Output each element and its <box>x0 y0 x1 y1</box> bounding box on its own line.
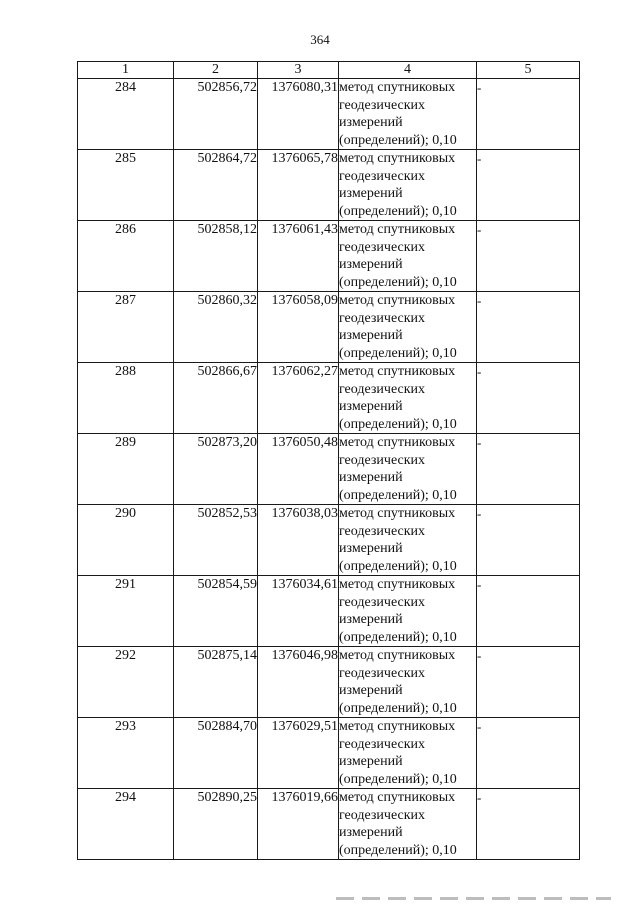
column-header-4: 4 <box>339 62 477 79</box>
method-text-line: метод спутниковых <box>339 364 456 379</box>
method-text-line: метод спутниковых <box>339 151 456 166</box>
point-number-cell: 285 <box>78 150 174 221</box>
x-coordinate-cell: 502866,67 <box>174 363 258 434</box>
y-coordinate-cell: 1376065,78 <box>258 150 339 221</box>
table-row <box>78 576 580 647</box>
method-text-line: геодезических <box>339 807 426 823</box>
method-text-line: измерений <box>339 399 403 414</box>
note-cell: - <box>477 292 580 363</box>
point-number-cell: 293 <box>78 718 174 789</box>
table-body <box>78 79 580 860</box>
scan-footer-mark <box>336 897 611 900</box>
column-header-1: 1 <box>78 62 174 79</box>
x-coordinate-cell: 502858,12 <box>174 221 258 292</box>
y-coordinate-cell: 1376062,27 <box>258 363 339 434</box>
method-text-line: (определений); 0,10 <box>339 558 457 574</box>
method-text-line: измерений <box>339 115 403 130</box>
x-coordinate-cell: 502890,25 <box>174 789 258 860</box>
point-number-cell: 291 <box>78 576 174 647</box>
table-row <box>78 363 580 434</box>
method-text-line: метод спутниковых <box>339 577 456 592</box>
note-cell: - <box>477 221 580 292</box>
y-coordinate-cell: 1376050,48 <box>258 434 339 505</box>
method-text-line: геодезических <box>339 452 426 468</box>
column-header-2: 2 <box>174 62 258 79</box>
method-text-line: метод спутниковых <box>339 293 456 308</box>
method-cell <box>339 789 477 860</box>
method-cell <box>339 79 477 150</box>
x-coordinate-cell: 502864,72 <box>174 150 258 221</box>
table-row <box>78 434 580 505</box>
y-coordinate-cell: 1376058,09 <box>258 292 339 363</box>
method-text-line: измерений <box>339 186 403 201</box>
x-coordinate-cell: 502856,72 <box>174 79 258 150</box>
method-text-line: (определений); 0,10 <box>339 416 457 432</box>
y-coordinate-cell: 1376080,31 <box>258 79 339 150</box>
method-text-line: геодезических <box>339 594 426 610</box>
method-text-line: геодезических <box>339 736 426 752</box>
method-text-line: измерений <box>339 257 403 272</box>
y-coordinate-cell: 1376061,43 <box>258 221 339 292</box>
x-coordinate-cell: 502854,59 <box>174 576 258 647</box>
method-text-line: (определений); 0,10 <box>339 345 457 361</box>
point-number-cell: 292 <box>78 647 174 718</box>
column-header-5: 5 <box>477 62 580 79</box>
point-number-cell: 286 <box>78 221 174 292</box>
method-text-line: (определений); 0,10 <box>339 700 457 716</box>
method-cell <box>339 292 477 363</box>
method-text-line: метод спутниковых <box>339 790 456 805</box>
x-coordinate-cell: 502884,70 <box>174 718 258 789</box>
method-text-line: (определений); 0,10 <box>339 487 457 503</box>
method-text-line: метод спутниковых <box>339 222 456 237</box>
point-number-cell: 284 <box>78 79 174 150</box>
method-text-line: геодезических <box>339 97 426 113</box>
note-cell: - <box>477 79 580 150</box>
method-cell <box>339 647 477 718</box>
method-text-line: (определений); 0,10 <box>339 842 457 858</box>
note-cell: - <box>477 647 580 718</box>
method-text-line: геодезических <box>339 381 426 397</box>
method-cell <box>339 718 477 789</box>
note-cell: - <box>477 505 580 576</box>
x-coordinate-cell: 502852,53 <box>174 505 258 576</box>
table-row <box>78 150 580 221</box>
method-text-line: измерений <box>339 612 403 627</box>
method-text-line: метод спутниковых <box>339 648 456 663</box>
method-text-line: метод спутниковых <box>339 80 456 95</box>
point-number-cell: 287 <box>78 292 174 363</box>
note-cell: - <box>477 434 580 505</box>
x-coordinate-cell: 502873,20 <box>174 434 258 505</box>
point-number-cell: 294 <box>78 789 174 860</box>
coordinates-table <box>77 61 580 860</box>
method-cell <box>339 505 477 576</box>
method-text-line: метод спутниковых <box>339 506 456 521</box>
y-coordinate-cell: 1376019,66 <box>258 789 339 860</box>
x-coordinate-cell: 502860,32 <box>174 292 258 363</box>
method-cell <box>339 221 477 292</box>
table-row <box>78 221 580 292</box>
y-coordinate-cell: 1376038,03 <box>258 505 339 576</box>
method-text-line: (определений); 0,10 <box>339 629 457 645</box>
method-text-line: геодезических <box>339 168 426 184</box>
method-cell <box>339 363 477 434</box>
method-text-line: метод спутниковых <box>339 435 456 450</box>
method-text-line: геодезических <box>339 665 426 681</box>
method-text-line: измерений <box>339 754 403 769</box>
note-cell: - <box>477 150 580 221</box>
note-cell: - <box>477 576 580 647</box>
column-header-3: 3 <box>258 62 339 79</box>
point-number-cell: 288 <box>78 363 174 434</box>
method-cell <box>339 150 477 221</box>
x-coordinate-cell: 502875,14 <box>174 647 258 718</box>
method-text-line: измерений <box>339 825 403 840</box>
table-row <box>78 789 580 860</box>
method-text-line: измерений <box>339 470 403 485</box>
note-cell: - <box>477 789 580 860</box>
method-cell <box>339 576 477 647</box>
table-row <box>78 505 580 576</box>
method-text-line: (определений); 0,10 <box>339 132 457 148</box>
note-cell: - <box>477 363 580 434</box>
table-row <box>78 79 580 150</box>
y-coordinate-cell: 1376046,98 <box>258 647 339 718</box>
y-coordinate-cell: 1376034,61 <box>258 576 339 647</box>
table-header-row <box>78 62 580 79</box>
table-row <box>78 718 580 789</box>
method-text-line: геодезических <box>339 523 426 539</box>
method-text-line: измерений <box>339 328 403 343</box>
table-row <box>78 647 580 718</box>
note-cell: - <box>477 718 580 789</box>
method-text-line: (определений); 0,10 <box>339 274 457 290</box>
table-row <box>78 292 580 363</box>
point-number-cell: 289 <box>78 434 174 505</box>
method-text-line: геодезических <box>339 310 426 326</box>
method-text-line: измерений <box>339 541 403 556</box>
method-text-line: (определений); 0,10 <box>339 203 457 219</box>
method-text-line: метод спутниковых <box>339 719 456 734</box>
method-cell <box>339 434 477 505</box>
point-number-cell: 290 <box>78 505 174 576</box>
method-text-line: (определений); 0,10 <box>339 771 457 787</box>
method-text-line: геодезических <box>339 239 426 255</box>
method-text-line: измерений <box>339 683 403 698</box>
page-number: 364 <box>310 32 330 47</box>
y-coordinate-cell: 1376029,51 <box>258 718 339 789</box>
